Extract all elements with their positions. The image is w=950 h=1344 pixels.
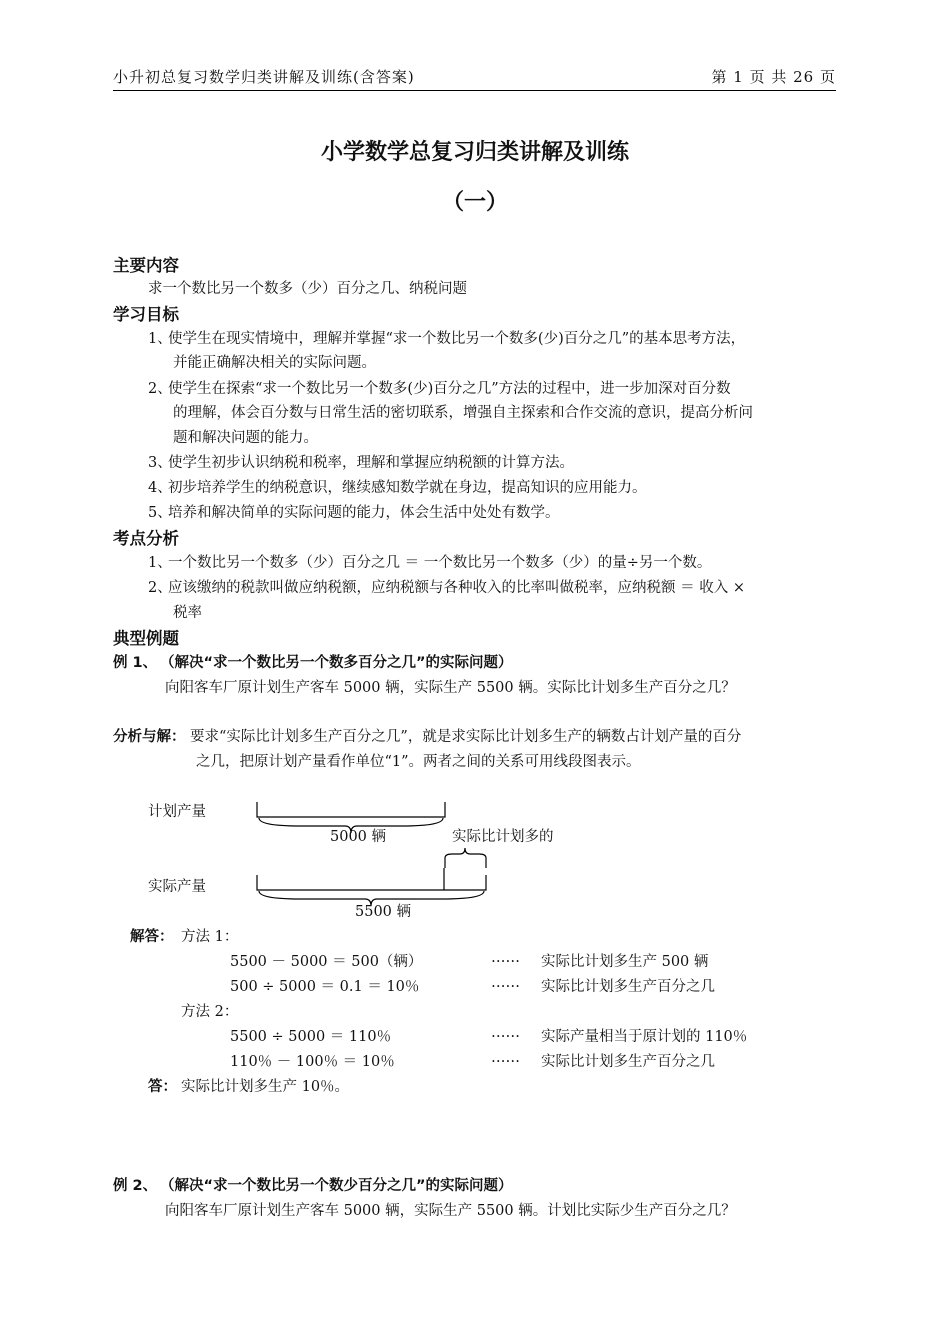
goal-number: 1、 xyxy=(148,331,172,347)
calc-expression: 5500 ÷ 5000 ＝ 110％ xyxy=(230,1029,392,1045)
example-2-problem: 向阳客车厂原计划生产客车 5000 辆，实际生产 5500 辆。计划比实际少生产百分之几？ xyxy=(165,1203,736,1219)
example-2-title: （解决“求一个数比另一个数少百分之几”的实际问题） xyxy=(160,1178,513,1194)
page-subtitle: （一） xyxy=(441,190,508,215)
section-heading-content: 主要内容 xyxy=(113,256,179,275)
method-2-label: 方法 2： xyxy=(181,1004,239,1020)
calc-note: 实际比计划多生产百分之几 xyxy=(541,979,715,995)
extra-label: 实际比计划多的 xyxy=(452,829,554,845)
goal-line: 并能正确解决相关的实际问题。 xyxy=(173,355,376,371)
goal-line: 题和解决问题的能力。 xyxy=(173,430,318,446)
example-1-label: 例 1、 xyxy=(113,655,158,671)
calc-expression: 500 ÷ 5000 ＝ 0.1 ＝ 10％ xyxy=(230,979,420,995)
running-header-title: 小升初总复习数学归类讲解及训练(含答案) xyxy=(113,68,415,86)
calc-note: 实际比计划多生产 500 辆 xyxy=(541,954,709,970)
page-title: 小学数学总复习归类讲解及训练 xyxy=(320,140,629,165)
calc-expression: 110％ － 100％ ＝ 10％ xyxy=(230,1054,395,1070)
section-heading-examples: 典型例题 xyxy=(113,629,179,648)
extra-brace xyxy=(445,848,486,868)
goal-number: 4、 xyxy=(148,480,172,496)
planned-segment xyxy=(257,802,445,817)
calc-note: 实际产量相当于原计划的 110％ xyxy=(541,1029,748,1045)
point-number: 2、 xyxy=(148,580,172,596)
content-text: 求一个数比另一个数多（少）百分之几、纳税问题 xyxy=(148,281,467,297)
calc-expression: 5500 － 5000 ＝ 500（辆） xyxy=(230,954,423,970)
example-1-problem: 向阳客车厂原计划生产客车 5000 辆，实际生产 5500 辆。实际比计划多生产百分之几？ xyxy=(165,680,736,696)
point-number: 1、 xyxy=(148,555,172,571)
goal-line: 的理解，体会百分数与日常生活的密切联系，增强自主探索和合作交流的意识，提高分析问 xyxy=(173,405,753,421)
answer-label: 答： xyxy=(148,1079,177,1095)
actual-segment xyxy=(257,875,486,890)
example-1-title: （解决“求一个数比另一个数多百分之几”的实际问题） xyxy=(160,655,513,671)
analysis-line: 要求“实际比计划多生产百分之几”，就是求实际比计划多生产的辆数占计划产量的百分 xyxy=(190,729,742,745)
goal-number: 5、 xyxy=(148,505,172,521)
point-line: 应该缴纳的税款叫做应纳税额，应纳税额与各种收入的比率叫做税率，应纳税额 ＝ 收入 × xyxy=(168,580,745,596)
calc-note: 实际比计划多生产百分之几 xyxy=(541,1054,715,1070)
actual-label: 实际产量 xyxy=(148,879,206,895)
analysis-line: 之几，把原计划产量看作单位“1”。两者之间的关系可用线段图表示。 xyxy=(196,754,641,770)
goal-line: 初步培养学生的纳税意识，继续感知数学就在身边，提高知识的应用能力。 xyxy=(168,480,647,496)
answer-text: 实际比计划多生产 10％。 xyxy=(181,1079,350,1095)
planned-label: 计划产量 xyxy=(148,804,206,820)
goal-line: 使学生在现实情境中，理解并掌握“求一个数比另一个数多(少)百分之几”的基本思考方法， xyxy=(168,331,746,347)
point-line: 税率 xyxy=(173,605,202,621)
page-number: 第 1 页 共 26 页 xyxy=(711,68,836,86)
goal-line: 培养和解决简单的实际问题的能力，体会生活中处处有数学。 xyxy=(168,505,560,521)
method-1-label: 方法 1： xyxy=(181,929,239,945)
goal-number: 2、 xyxy=(148,381,172,397)
example-2-label: 例 2、 xyxy=(113,1178,158,1194)
planned-value: 5000 辆 xyxy=(330,829,387,845)
goal-line: 使学生初步认识纳税和税率，理解和掌握应纳税额的计算方法。 xyxy=(168,455,574,471)
goal-line: 使学生在探索“求一个数比另一个数多(少)百分之几”方法的过程中，进一步加深对百分数 xyxy=(168,381,731,397)
section-heading-points: 考点分析 xyxy=(113,529,179,548)
calc-dots: …… xyxy=(491,975,520,991)
point-line: 一个数比另一个数多（少）百分之几 ＝ 一个数比另一个数多（少）的量÷另一个数。 xyxy=(168,555,712,571)
section-heading-goals: 学习目标 xyxy=(113,305,179,324)
solution-label: 解答： xyxy=(130,929,174,945)
goal-number: 3、 xyxy=(148,455,172,471)
calc-dots: …… xyxy=(491,1050,520,1066)
analysis-label: 分析与解： xyxy=(113,729,186,745)
actual-value: 5500 辆 xyxy=(355,904,412,920)
calc-dots: …… xyxy=(491,950,520,966)
calc-dots: …… xyxy=(491,1025,520,1041)
